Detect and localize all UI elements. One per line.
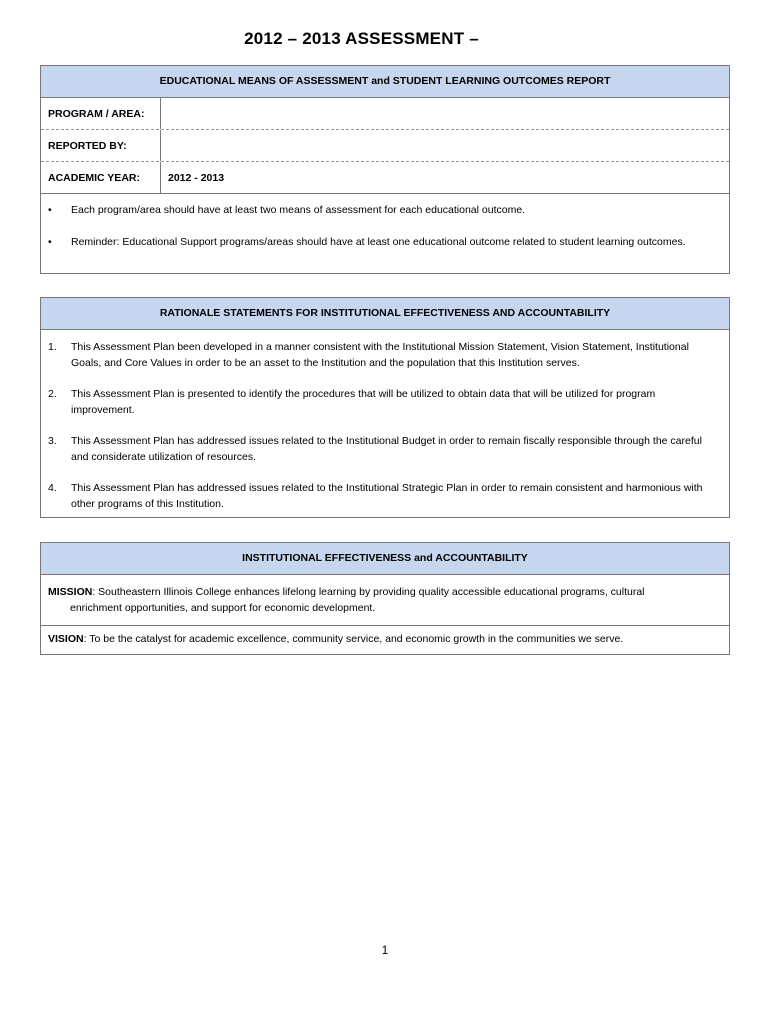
rationale-item	[41, 339, 729, 371]
section-header: RATIONALE STATEMENTS FOR INSTITUTIONAL EFFECTIVENESS AND ACCOUNTABILITY	[41, 298, 729, 330]
reported-by-row	[41, 130, 729, 162]
mission-text-continued: enrichment opportunities, and support for economic development.	[70, 602, 376, 614]
bullet-marker: •	[48, 236, 52, 248]
vision-statement	[41, 626, 729, 647]
mission-text: : Southeastern Illinois College enhances lifelong learning by providing quality accessible educational programs, cultural	[92, 586, 645, 598]
report-info-box	[40, 65, 730, 274]
rationale-item	[41, 433, 729, 465]
bullet-marker: •	[48, 204, 52, 216]
program-area-field[interactable]	[161, 98, 729, 129]
program-area-row	[41, 98, 729, 130]
item-number: 3.	[48, 435, 57, 447]
bullet-text: Reminder: Educational Support programs/areas should have at least one educational outcome related to student learning outcomes.	[71, 236, 686, 248]
bullet-text: Each program/area should have at least two means of assessment for each educational outcome.	[71, 204, 526, 216]
page-number: 1	[381, 943, 389, 957]
bullet-item	[41, 202, 729, 218]
item-text: This Assessment Plan is presented to identify the procedures that will be utilized to obtain data that will be utilized for program improvement.	[71, 388, 656, 416]
reported-by-label: REPORTED BY:	[41, 130, 161, 161]
item-text: This Assessment Plan has addressed issues related to the Institutional Strategic Plan in order to remain consistent and harmonious with other programs of this Institution.	[71, 482, 703, 510]
rationale-item	[41, 386, 729, 418]
section-header: EDUCATIONAL MEANS OF ASSESSMENT and STUDENT LEARNING OUTCOMES REPORT	[41, 66, 729, 98]
page-title: 2012 – 2013 ASSESSMENT –	[244, 29, 479, 48]
academic-year-label: ACADEMIC YEAR:	[41, 162, 161, 193]
academic-year-row	[41, 162, 729, 194]
item-number: 1.	[48, 341, 57, 353]
item-text: This Assessment Plan been developed in a manner consistent with the Institutional Mission Statement, Vision Statement, Institutional Goals, and Core Values in order to be an asset to the Institution and the population that this Institution serves.	[71, 341, 689, 369]
vision-label: VISION	[48, 633, 84, 645]
item-text: This Assessment Plan has addressed issues related to the Institutional Budget in order to remain fiscally responsible through the careful and considerate utilization of resources.	[71, 435, 702, 463]
mission-label: MISSION	[48, 586, 93, 598]
rationale-box	[40, 297, 730, 518]
item-number: 4.	[48, 482, 57, 494]
effectiveness-box	[40, 542, 730, 655]
vision-text: : To be the catalyst for academic excellence, community service, and economic growth in the communities we serve.	[83, 633, 624, 645]
program-area-label: PROGRAM / AREA:	[41, 98, 161, 129]
bullet-item	[41, 234, 729, 250]
section-header: INSTITUTIONAL EFFECTIVENESS and ACCOUNTABILITY	[41, 543, 729, 575]
reported-by-field[interactable]	[161, 130, 729, 161]
mission-statement	[41, 575, 729, 626]
academic-year-field[interactable]: 2012 - 2013	[168, 171, 225, 184]
item-number: 2.	[48, 388, 57, 400]
rationale-item	[41, 480, 729, 512]
